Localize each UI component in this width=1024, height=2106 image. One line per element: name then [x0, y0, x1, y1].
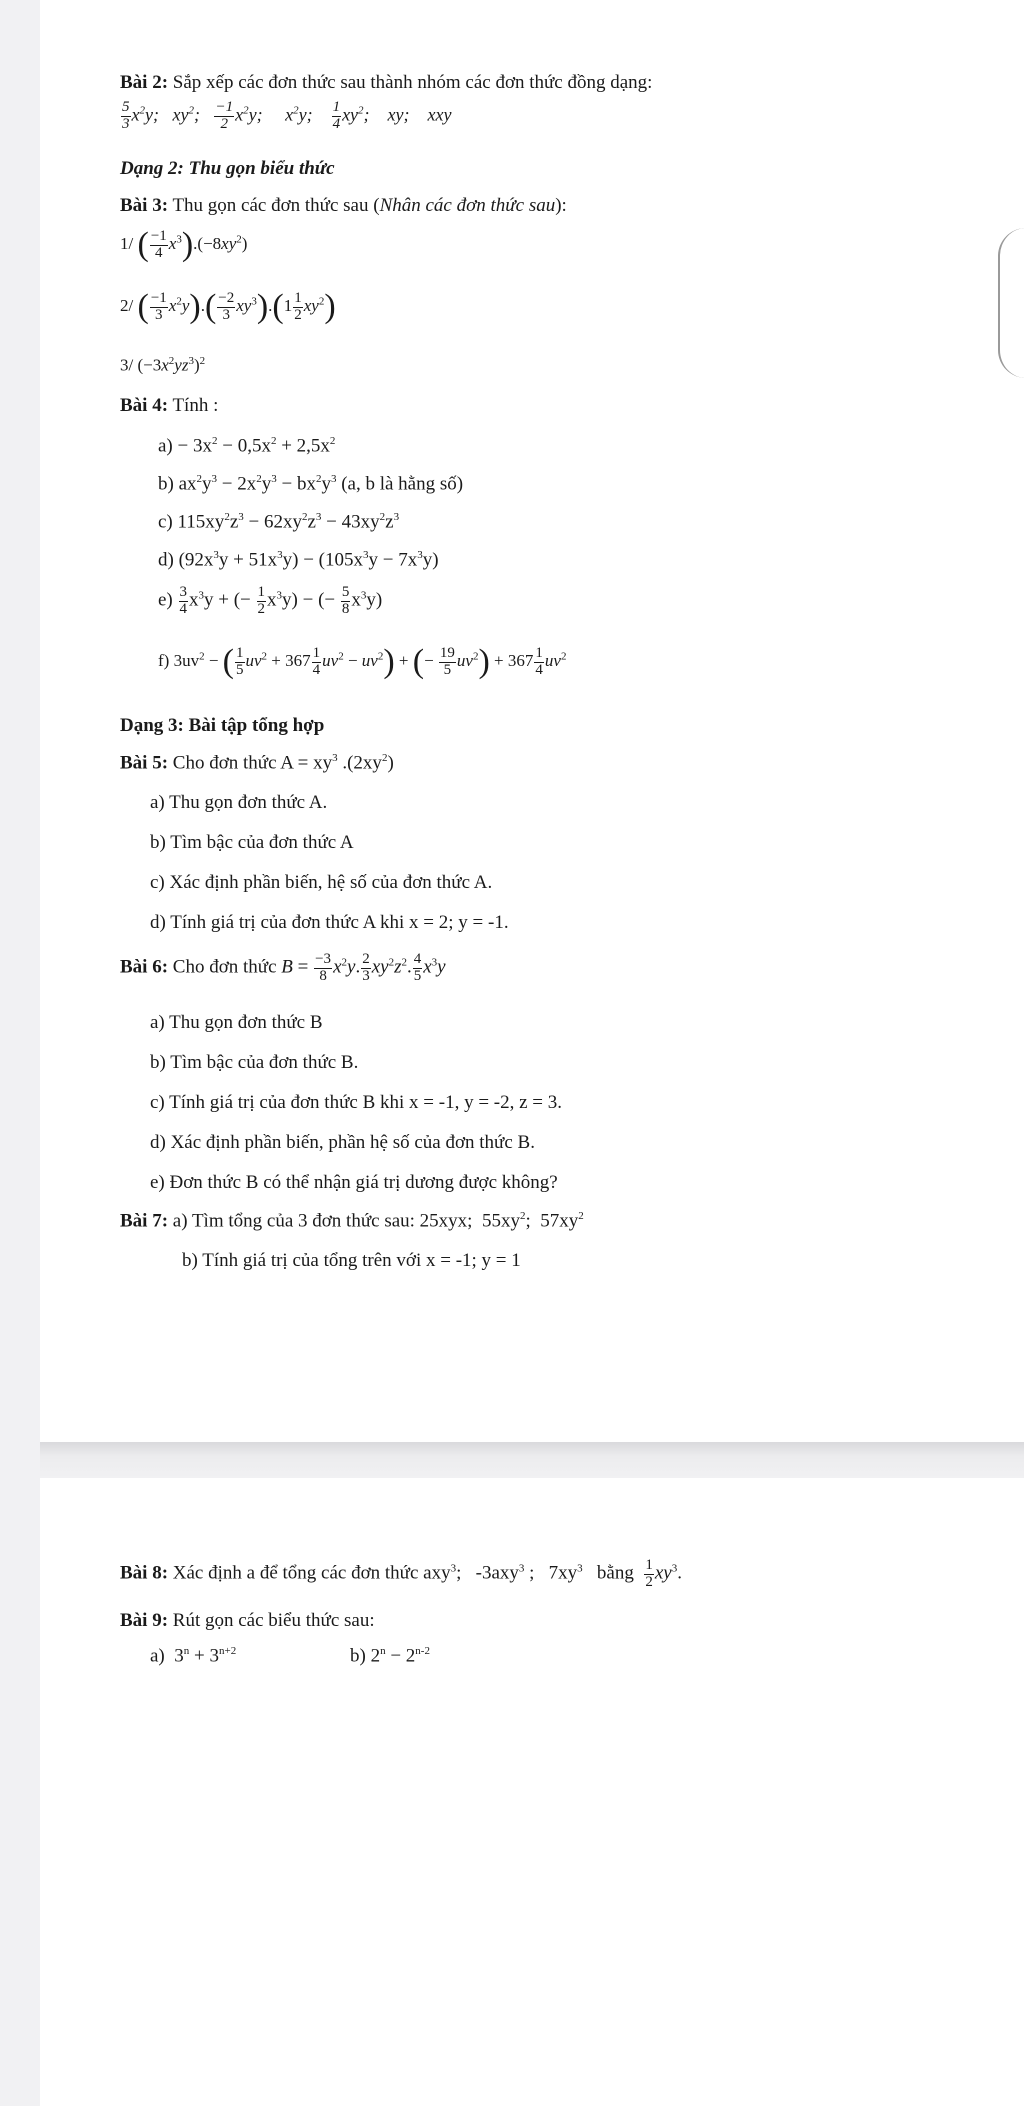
- bai7-title: Bài 7:: [120, 1210, 169, 1232]
- bai4-e: e) $\frac{3}{4}$ $x^3y$ + (− $\frac{1}{2}$ $x^3y$) − (− $\frac{5}{8}$ $x^3y$): [158, 584, 383, 617]
- bai6-item-c: c) Tính giá trị của đơn thức B khi x = -1, y = -2, z = 3.: [150, 1092, 563, 1113]
- bai6-item-a: a) Thu gọn đơn thức B: [150, 1012, 323, 1033]
- bai6-item-d: d) Xác định phần biến, phần hệ số của đơn thức B.: [150, 1132, 535, 1153]
- bai4-heading: [120, 395, 218, 417]
- bai5-item-c: c) Xác định phần biến, hệ số của đơn thức A.: [150, 872, 493, 893]
- bai9-text: Rút gọn các biểu thức sau:: [172, 1610, 375, 1631]
- bai3-item-2: 2/ ( $\frac{-1}{3}$ $x^2y$).( $\frac{-2}{3}$ $xy^3).(1$ $\frac{1}{2}$ $xy^2$): [120, 288, 336, 325]
- bai3-close: ):: [555, 195, 567, 216]
- bai7-a-text: a) Tìm tổng của 3 đơn thức sau: 25xyx;: [172, 1210, 473, 1232]
- bai9-b: b) $2^n - 2^{n-2}$: [350, 1645, 430, 1667]
- bai3-heading: [120, 195, 567, 217]
- bai3-text: Thu gọn các đơn thức sau (: [172, 195, 380, 216]
- bai6-text: Cho đơn thức: [172, 956, 277, 978]
- bai5-item-a: a) Thu gọn đơn thức A.: [150, 792, 328, 813]
- bai5-title: Bài 5:: [120, 752, 169, 774]
- bai8-text: Xác định a để tổng các đơn thức: [172, 1562, 419, 1584]
- bai9-a: a) $3^n + 3^{n+2}$: [150, 1645, 237, 1667]
- bai4-text: Tính :: [172, 395, 219, 416]
- bai8-title: Bài 8:: [120, 1562, 169, 1584]
- bai8-bang: bằng: [596, 1562, 634, 1584]
- page-divider: [40, 1442, 1024, 1478]
- bai7-heading: Bài 7: a) Tìm tổng của 3 đơn thức sau: 25xyx; $55xy^2$; $57xy^2$: [120, 1210, 584, 1232]
- bai4-c: c) $115xy^2z^3 - 62xy^2z^3 - 43xy^2z^3$: [158, 511, 400, 533]
- bai4-b: b) $ax^2y^3 - 2x^2y^3 - bx^2y^3$ (a, b là hằng số): [158, 473, 464, 495]
- bai9-heading: [120, 1610, 375, 1632]
- section-dang2: Dạng 2: Thu gọn biểu thức: [120, 158, 335, 179]
- bai4-d: d) $(92x^3y + 51x^3y) - (105x^3y - 7x^3y)$: [158, 549, 439, 571]
- bai6-title: Bài 6:: [120, 956, 169, 978]
- bai2-monomial-list: $\frac{5}{3}$ $x^2y$; $xy^2$; $\frac{-1}{2}$ $x^2y$; $x^2y$; $\frac{1}{4}$ $xy^2$; xy; xxy: [122, 99, 452, 132]
- bai6-item-b: b) Tìm bậc của đơn thức B.: [150, 1052, 359, 1073]
- bai8-heading: Bài 8: Xác định a để tổng các đơn thức axy$^3$; -3axy$^3$ ; $7xy^3$ bằng $\frac{1}{2}$ $xy^3$.: [120, 1557, 682, 1590]
- bai3-item-1: 1/ ( $\frac{-1}{4}$ $x^3).(-8xy^2)$: [120, 226, 248, 263]
- section-dang3: Dạng 3: Bài tập tổng hợp: [120, 715, 325, 736]
- bai2-text: Sắp xếp các đơn thức sau thành nhóm các đơn thức đồng dạng:: [172, 72, 653, 93]
- bai3-item-3: 3/ $(-3x^2yz^3)^2$: [120, 355, 206, 375]
- bai5-item-d: d) Tính giá trị của đơn thức A khi x = 2; y = -1.: [150, 912, 509, 933]
- bai7-b: b) Tính giá trị của tổng trên với x = -1; y = 1: [182, 1250, 521, 1271]
- bai6-heading: Bài 6: Cho đơn thức B = $\frac{-3}{8}$ $x^2y$. $\frac{2}{3}$ $xy^2z^2$. $\frac{4}{5}$ $x^3y$: [120, 951, 446, 984]
- bai2-heading: [120, 72, 652, 94]
- bai4-title: Bài 4:: [120, 395, 169, 416]
- bai2-title: Bài 2:: [120, 72, 169, 93]
- bai4-b-note: (a, b là hằng số): [341, 473, 464, 495]
- bai4-a: $a) - 3x^2 - 0,5x^2 + 2,5x^2$: [158, 435, 336, 457]
- bai4-f: f) $3uv^2$ − ( $\frac{1}{5}$ $uv^2 + 367$ $\frac{1}{4}$ $uv^2 - uv^2$) + (− $\frac{19}{5}$ $uv^2) + 367$ $\frac{1}{4}$ $uv^2$: [158, 643, 567, 680]
- page-edge-mark: [998, 228, 1024, 378]
- bai9-title: Bài 9:: [120, 1610, 169, 1631]
- bai5-text: Cho đơn thức: [172, 752, 277, 774]
- bai3-note: Nhân các đơn thức sau: [379, 195, 556, 216]
- bai5-heading: Bài 5: Cho đơn thức $A = xy^3$ $.(2xy^2)$: [120, 752, 394, 774]
- bai6-item-e: e) Đơn thức B có thể nhận giá trị dương được không?: [150, 1172, 558, 1193]
- bai5-item-b: b) Tìm bậc của đơn thức A: [150, 832, 354, 853]
- bai3-title: Bài 3:: [120, 195, 169, 216]
